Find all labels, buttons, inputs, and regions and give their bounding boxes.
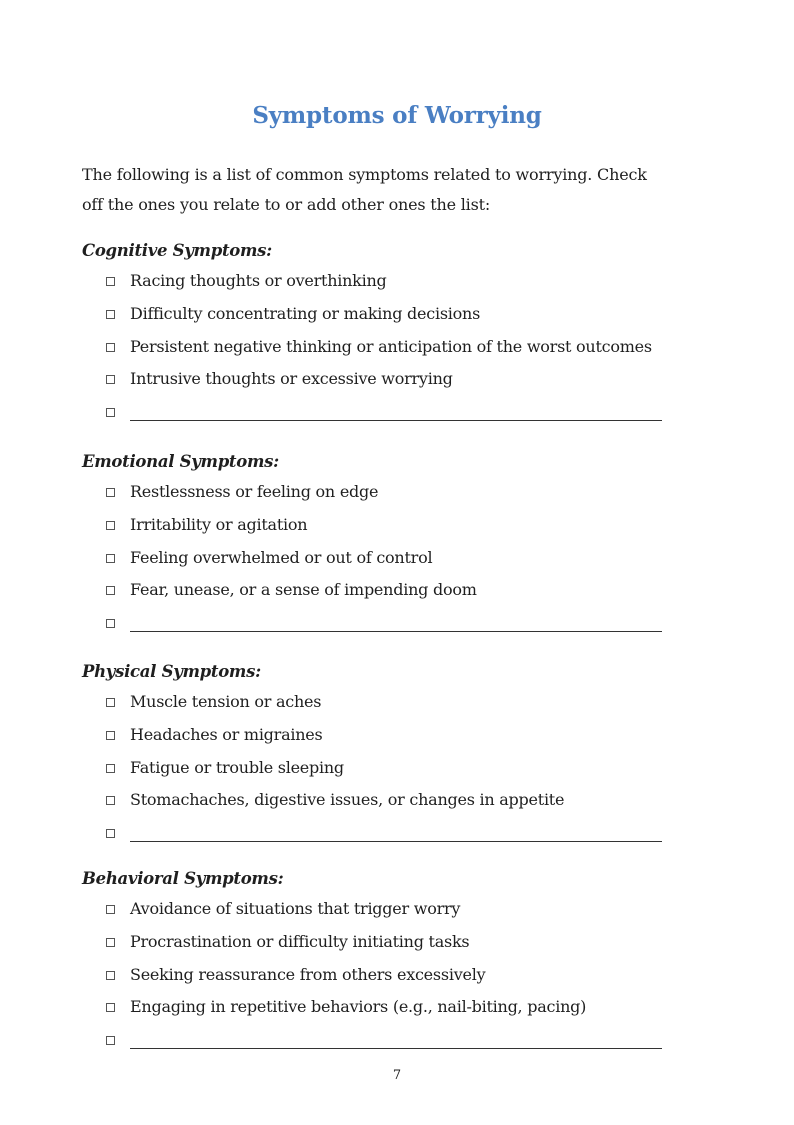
checklist-item — [82, 756, 702, 789]
checklist — [82, 690, 702, 854]
checkbox[interactable] — [106, 731, 115, 740]
checklist — [82, 480, 702, 644]
write-in-line[interactable] — [130, 400, 662, 421]
item-label: Persistent negative thinking or anticipation of the worst outcomes — [130, 336, 652, 356]
checkbox[interactable] — [106, 521, 115, 530]
item-label: Fear, unease, or a sense of impending doom — [130, 580, 477, 600]
checkbox[interactable] — [106, 698, 115, 707]
checklist-item — [82, 963, 702, 996]
section-heading: Physical Symptoms: — [82, 662, 261, 681]
item-label: Fatigue or trouble sleeping — [130, 757, 344, 777]
checklist-item — [82, 930, 702, 963]
item-label: Muscle tension or aches — [130, 692, 322, 711]
checklist-item — [82, 995, 702, 1028]
item-label: Procrastination or difficulty initiating tasks — [130, 931, 470, 951]
checklist — [82, 897, 702, 1061]
checkbox[interactable] — [106, 375, 115, 384]
section-heading: Cognitive Symptoms: — [82, 241, 272, 260]
item-label: Headaches or migraines — [130, 724, 323, 744]
checklist-item — [82, 513, 702, 546]
checklist-item-blank — [82, 1028, 702, 1061]
checkbox[interactable] — [106, 586, 115, 595]
item-label: Engaging in repetitive behaviors (e.g., nail-biting, pacing) — [130, 997, 587, 1017]
intro-line-2: off the ones you relate to or add other ones the list: — [82, 195, 491, 214]
page-number: 7 — [392, 1068, 402, 1083]
item-label: Intrusive thoughts or excessive worrying — [130, 369, 453, 389]
intro-paragraph — [82, 160, 692, 220]
item-label: Difficulty concentrating or making decisions — [130, 303, 481, 323]
checkbox[interactable] — [106, 938, 115, 947]
section-emotional — [82, 450, 702, 644]
write-in-line[interactable] — [130, 821, 662, 842]
checklist — [82, 269, 702, 433]
checklist-item — [82, 788, 702, 821]
checklist-item — [82, 480, 702, 513]
checklist-item-blank — [82, 400, 702, 433]
item-label: Irritability or agitation — [130, 514, 308, 534]
checkbox[interactable] — [106, 905, 115, 914]
checkbox[interactable] — [106, 488, 115, 497]
checkbox[interactable] — [106, 971, 115, 980]
section-behavioral — [82, 867, 702, 1061]
checklist-item — [82, 723, 702, 756]
checklist-item-blank — [82, 821, 702, 854]
section-heading: Behavioral Symptoms: — [82, 869, 284, 888]
item-label: Stomachaches, digestive issues, or changes in appetite — [130, 790, 565, 810]
checkbox[interactable] — [106, 619, 115, 628]
checklist-item — [82, 690, 702, 723]
checklist-item — [82, 897, 702, 930]
checklist-item — [82, 269, 702, 302]
item-label: Avoidance of situations that trigger worry — [130, 899, 461, 918]
checklist-item — [82, 546, 702, 579]
intro-line-1: The following is a list of common symptoms related to worrying. Check — [82, 165, 647, 184]
checklist-item — [82, 302, 702, 335]
write-in-line[interactable] — [130, 1028, 662, 1049]
checkbox[interactable] — [106, 408, 115, 417]
checkbox[interactable] — [106, 343, 115, 352]
checkbox[interactable] — [106, 310, 115, 319]
checkbox[interactable] — [106, 1036, 115, 1045]
checkbox[interactable] — [106, 764, 115, 773]
write-in-line[interactable] — [130, 611, 662, 632]
section-physical — [82, 660, 702, 854]
checkbox[interactable] — [106, 829, 115, 838]
item-label: Feeling overwhelmed or out of control — [130, 547, 433, 567]
item-label: Restlessness or feeling on edge — [130, 482, 379, 501]
item-label: Seeking reassurance from others excessively — [130, 964, 486, 984]
checklist-item — [82, 578, 702, 611]
section-heading: Emotional Symptoms: — [82, 452, 279, 471]
checkbox[interactable] — [106, 796, 115, 805]
checklist-item — [82, 335, 702, 368]
checkbox[interactable] — [106, 1003, 115, 1012]
checkbox[interactable] — [106, 277, 115, 286]
checklist-item-blank — [82, 611, 702, 644]
page-title: Symptoms of Worrying — [252, 102, 542, 129]
item-label: Racing thoughts or overthinking — [130, 271, 387, 290]
checkbox[interactable] — [106, 554, 115, 563]
checklist-item — [82, 367, 702, 400]
section-cognitive — [82, 239, 702, 433]
